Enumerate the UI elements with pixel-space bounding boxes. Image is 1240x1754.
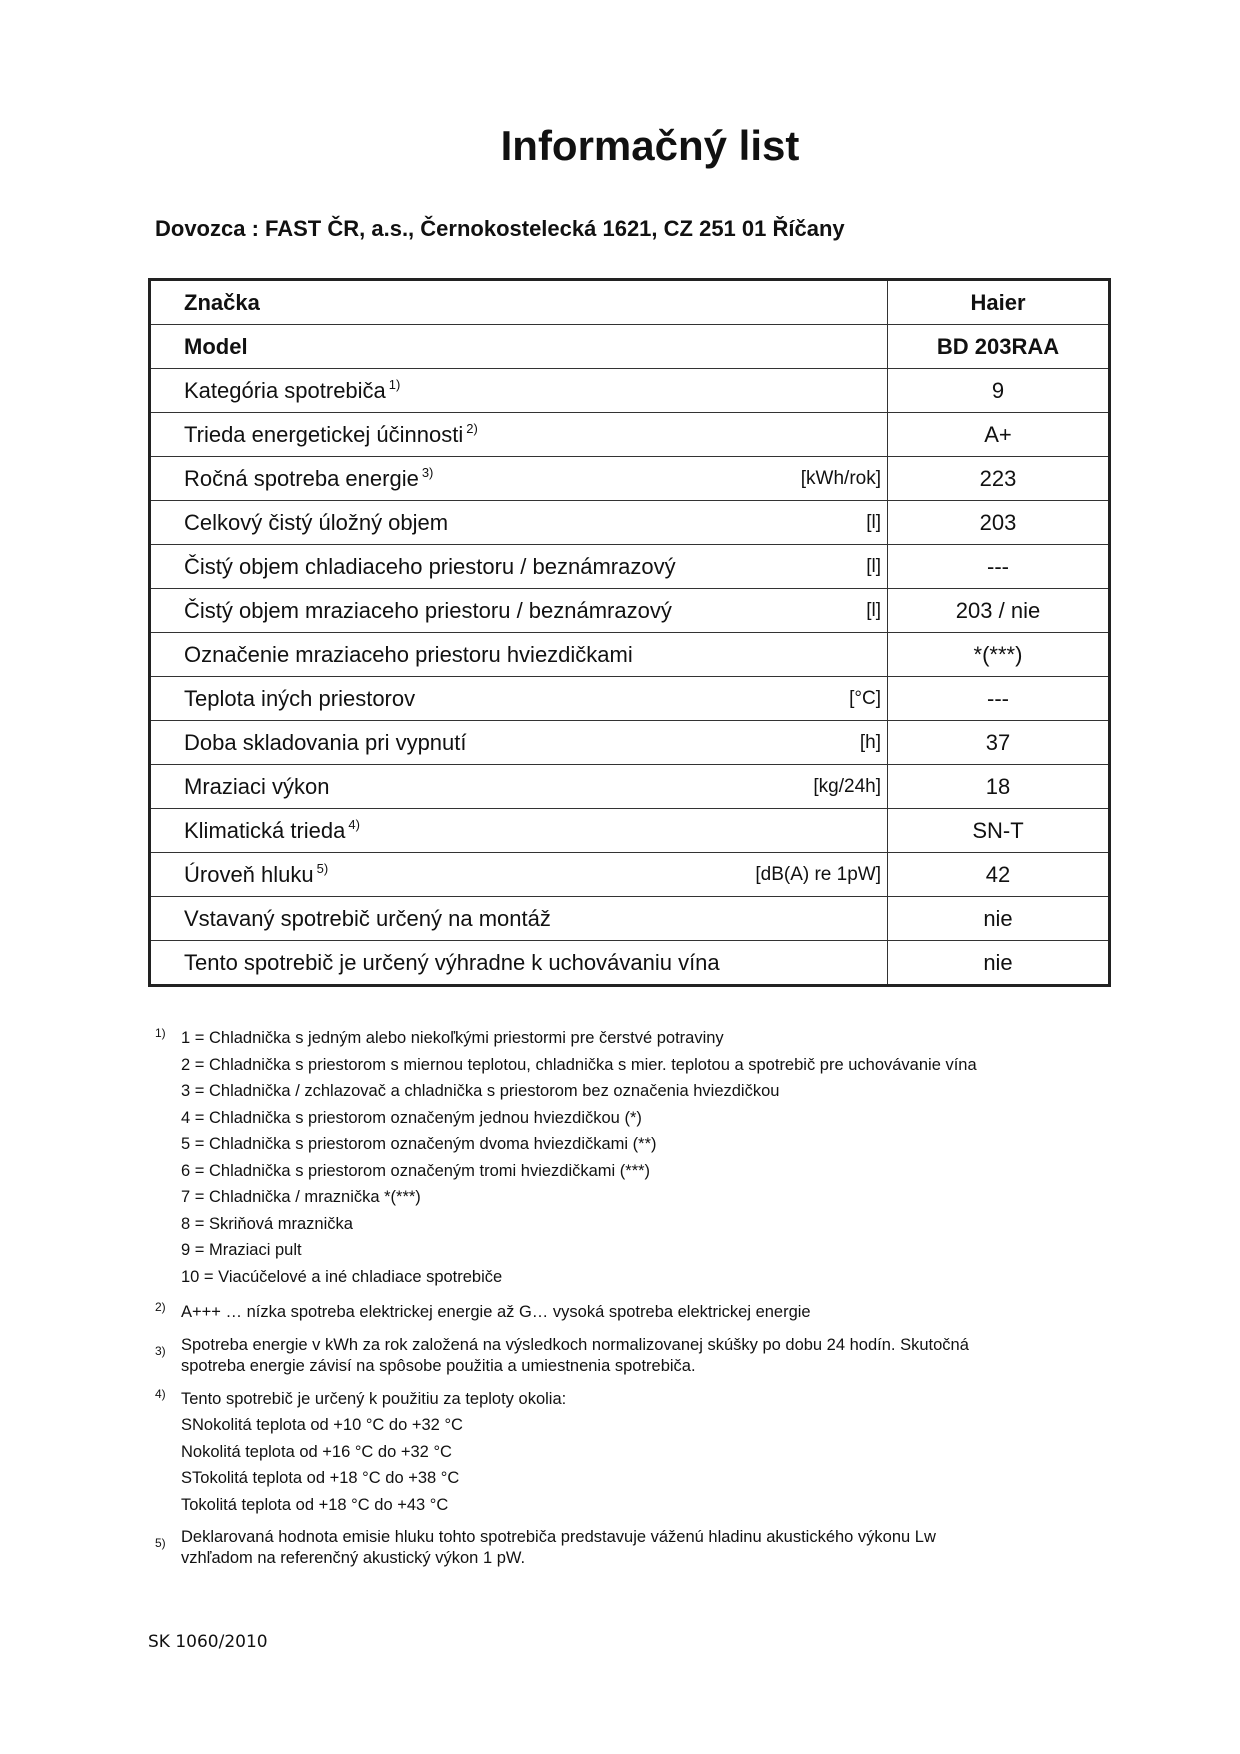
footnote-marker: 5) xyxy=(155,1536,166,1550)
row-value: *(***) xyxy=(888,633,1110,677)
row-label-cell xyxy=(150,677,888,721)
footnote-reference: 5) xyxy=(316,861,329,876)
footnote-reference: 3) xyxy=(421,465,434,480)
row-unit: [dB(A) re 1pW] xyxy=(755,863,881,885)
row-value: SN-T xyxy=(888,809,1110,853)
table-row xyxy=(150,809,1110,853)
climate-class-t xyxy=(181,1492,1115,1519)
table-row xyxy=(150,589,1110,633)
row-value: BD 203RAA xyxy=(888,325,1110,369)
importer-line: Dovozca : FAST ČR, a.s., Černokostelecká 1621, CZ 251 01 Říčany xyxy=(155,216,845,241)
row-unit: [l] xyxy=(866,511,881,533)
page-title: Informačný list xyxy=(500,122,800,169)
row-label-cell xyxy=(150,369,888,413)
row-label: Úroveň hluku xyxy=(184,862,314,887)
row-label: Vstavaný spotrebič určený na montáž xyxy=(184,905,551,931)
row-unit: [kg/24h] xyxy=(813,775,881,797)
row-label: Tento spotrebič je určený výhradne k uchovávaniu vína xyxy=(184,949,720,975)
climate-code: N xyxy=(181,1442,193,1461)
table-row xyxy=(150,280,1110,325)
row-label-cell xyxy=(150,413,888,457)
row-label: Teplota iných priestorov xyxy=(184,685,416,711)
footnote-marker: 3) xyxy=(155,1343,166,1358)
climate-code: T xyxy=(181,1495,190,1514)
document-reference: SK 1060/2010 xyxy=(148,1632,268,1652)
row-label-cell xyxy=(150,280,888,325)
row-label: Mraziaci výkon xyxy=(184,773,330,799)
row-label: Klimatická trieda xyxy=(184,818,346,843)
row-label: Čistý objem mraziaceho priestoru / beznámrazový xyxy=(184,597,672,623)
table-row xyxy=(150,853,1110,897)
row-value: 9 xyxy=(888,369,1110,413)
row-label-cell xyxy=(150,325,888,369)
row-value: nie xyxy=(888,941,1110,986)
row-label: Doba skladovania pri vypnutí xyxy=(184,729,467,755)
row-value: 223 xyxy=(888,457,1110,501)
footnote-line: 9 = Mraziaci pult xyxy=(181,1241,302,1259)
row-label-cell xyxy=(150,501,888,545)
row-value: --- xyxy=(888,677,1110,721)
footnote-line: 3 = Chladnička / zchlazovač a chladnička s priestorom bez označenia hviezdičkou xyxy=(181,1082,780,1100)
footnote-4 xyxy=(155,1386,1115,1519)
table-row xyxy=(150,413,1110,457)
footnote-marker: 4) xyxy=(155,1386,166,1401)
footnote-line: 10 = Viacúčelové a iné chladiace spotrebiče xyxy=(181,1267,503,1286)
row-label-cell xyxy=(150,721,888,765)
footnotes xyxy=(155,1025,1115,1578)
footnote-2 xyxy=(155,1299,1115,1326)
row-label: Trieda energetickej účinnosti xyxy=(184,422,464,447)
row-label: Značka xyxy=(184,289,260,315)
row-label-cell xyxy=(150,589,888,633)
row-value: 203 xyxy=(888,501,1110,545)
row-label-cell xyxy=(150,765,888,809)
footnote-line: 7 = Chladnička / mraznička *(***) xyxy=(181,1188,421,1206)
row-unit: [°C] xyxy=(849,687,881,709)
table-row xyxy=(150,369,1110,413)
climate-range: okolitá teplota od +18 °C do +43 °C xyxy=(189,1495,449,1514)
row-label-cell xyxy=(150,809,888,853)
footnote-line: 4 = Chladnička s priestorom označeným jednou hviezdičkou (*) xyxy=(181,1108,642,1127)
footnote-5 xyxy=(155,1527,1115,1569)
table-row xyxy=(150,941,1110,986)
row-label-cell xyxy=(150,897,888,941)
climate-class-st xyxy=(181,1465,1115,1492)
footnote-marker: 2) xyxy=(155,1300,166,1314)
table-row xyxy=(150,897,1110,941)
row-label: Ročná spotreba energie xyxy=(184,466,419,491)
row-label-cell xyxy=(150,853,888,897)
row-unit: [kWh/rok] xyxy=(800,467,881,489)
footnote-line: 8 = Skriňová mraznička xyxy=(181,1214,353,1233)
row-label-cell xyxy=(150,545,888,589)
row-label: Model xyxy=(184,333,248,359)
footnote-line: 1 = Chladnička s jedným alebo niekoľkými priestormi pre čerstvé potraviny xyxy=(181,1029,724,1047)
footnote-line: 6 = Chladnička s priestorom označeným tromi hviezdičkami (***) xyxy=(181,1161,651,1180)
footnote-reference: 1) xyxy=(388,377,401,392)
footnote-3 xyxy=(155,1335,1115,1377)
footnote-line: spotreba energie závisí na spôsobe použitia a umiestnenia spotrebiča. xyxy=(181,1356,696,1375)
table-row xyxy=(150,721,1110,765)
row-label: Čistý objem chladiaceho priestoru / beznámrazový xyxy=(184,553,676,579)
table-row xyxy=(150,765,1110,809)
climate-class-n xyxy=(181,1439,1115,1466)
climate-code: SN xyxy=(181,1416,204,1434)
footnote-line: Tento spotrebič je určený k použitiu za teploty okolia: xyxy=(181,1389,567,1408)
footnote-line: Deklarovaná hodnota emisie hluku tohto spotrebiča predstavuje váženú hladinu akustického výkonu Lw xyxy=(181,1528,936,1546)
row-value: A+ xyxy=(888,413,1110,457)
row-value: Haier xyxy=(888,280,1110,325)
climate-range: okolitá teplota od +16 °C do +32 °C xyxy=(192,1442,452,1461)
climate-class-sn xyxy=(181,1412,1115,1439)
row-label-cell xyxy=(150,941,888,986)
footnote-1 xyxy=(155,1025,1115,1290)
row-value: 18 xyxy=(888,765,1110,809)
climate-range: okolitá teplota od +18 °C do +38 °C xyxy=(200,1469,460,1487)
row-label: Kategória spotrebiča xyxy=(184,378,386,403)
footnote-line: 2 = Chladnička s priestorom s miernou teplotou, chladnička s mier. teplotou a spotrebič pre uchovávanie vína xyxy=(181,1055,977,1074)
row-value: --- xyxy=(888,545,1110,589)
table-row xyxy=(150,545,1110,589)
footnote-line: 5 = Chladnička s priestorom označeným dvoma hviezdičkami (**) xyxy=(181,1135,657,1153)
footnote-line: A+++ … nízka spotreba elektrickej energie až G… vysoká spotreba elektrickej energie xyxy=(181,1303,811,1321)
footnote-marker: 1) xyxy=(155,1026,166,1040)
row-value: 42 xyxy=(888,853,1110,897)
footnote-reference: 2) xyxy=(466,421,478,436)
row-value: 203 / nie xyxy=(888,589,1110,633)
table-row xyxy=(150,457,1110,501)
table-body xyxy=(150,280,1110,986)
table-row xyxy=(150,501,1110,545)
footnote-line: Spotreba energie v kWh za rok založená na výsledkoch normalizovanej skúšky po dobu 24 hodín. Skutočná xyxy=(181,1335,969,1354)
product-info-table xyxy=(148,278,1111,987)
table-row xyxy=(150,677,1110,721)
row-unit: [l] xyxy=(866,599,881,621)
row-label: Označenie mraziaceho priestoru hviezdičkami xyxy=(184,641,633,667)
row-label: Celkový čistý úložný objem xyxy=(184,509,449,535)
row-value: 37 xyxy=(888,721,1110,765)
table-row xyxy=(150,633,1110,677)
row-label-cell xyxy=(150,633,888,677)
climate-range: okolitá teplota od +10 °C do +32 °C xyxy=(203,1416,463,1434)
climate-code: ST xyxy=(181,1469,201,1487)
table-row xyxy=(150,325,1110,369)
row-unit: [l] xyxy=(866,555,881,577)
footnote-line: vzhľadom na referenčný akustický výkon 1 pW. xyxy=(181,1549,526,1567)
row-value: nie xyxy=(888,897,1110,941)
row-unit: [h] xyxy=(859,731,881,753)
footnote-reference: 4) xyxy=(348,817,360,832)
row-label-cell xyxy=(150,457,888,501)
